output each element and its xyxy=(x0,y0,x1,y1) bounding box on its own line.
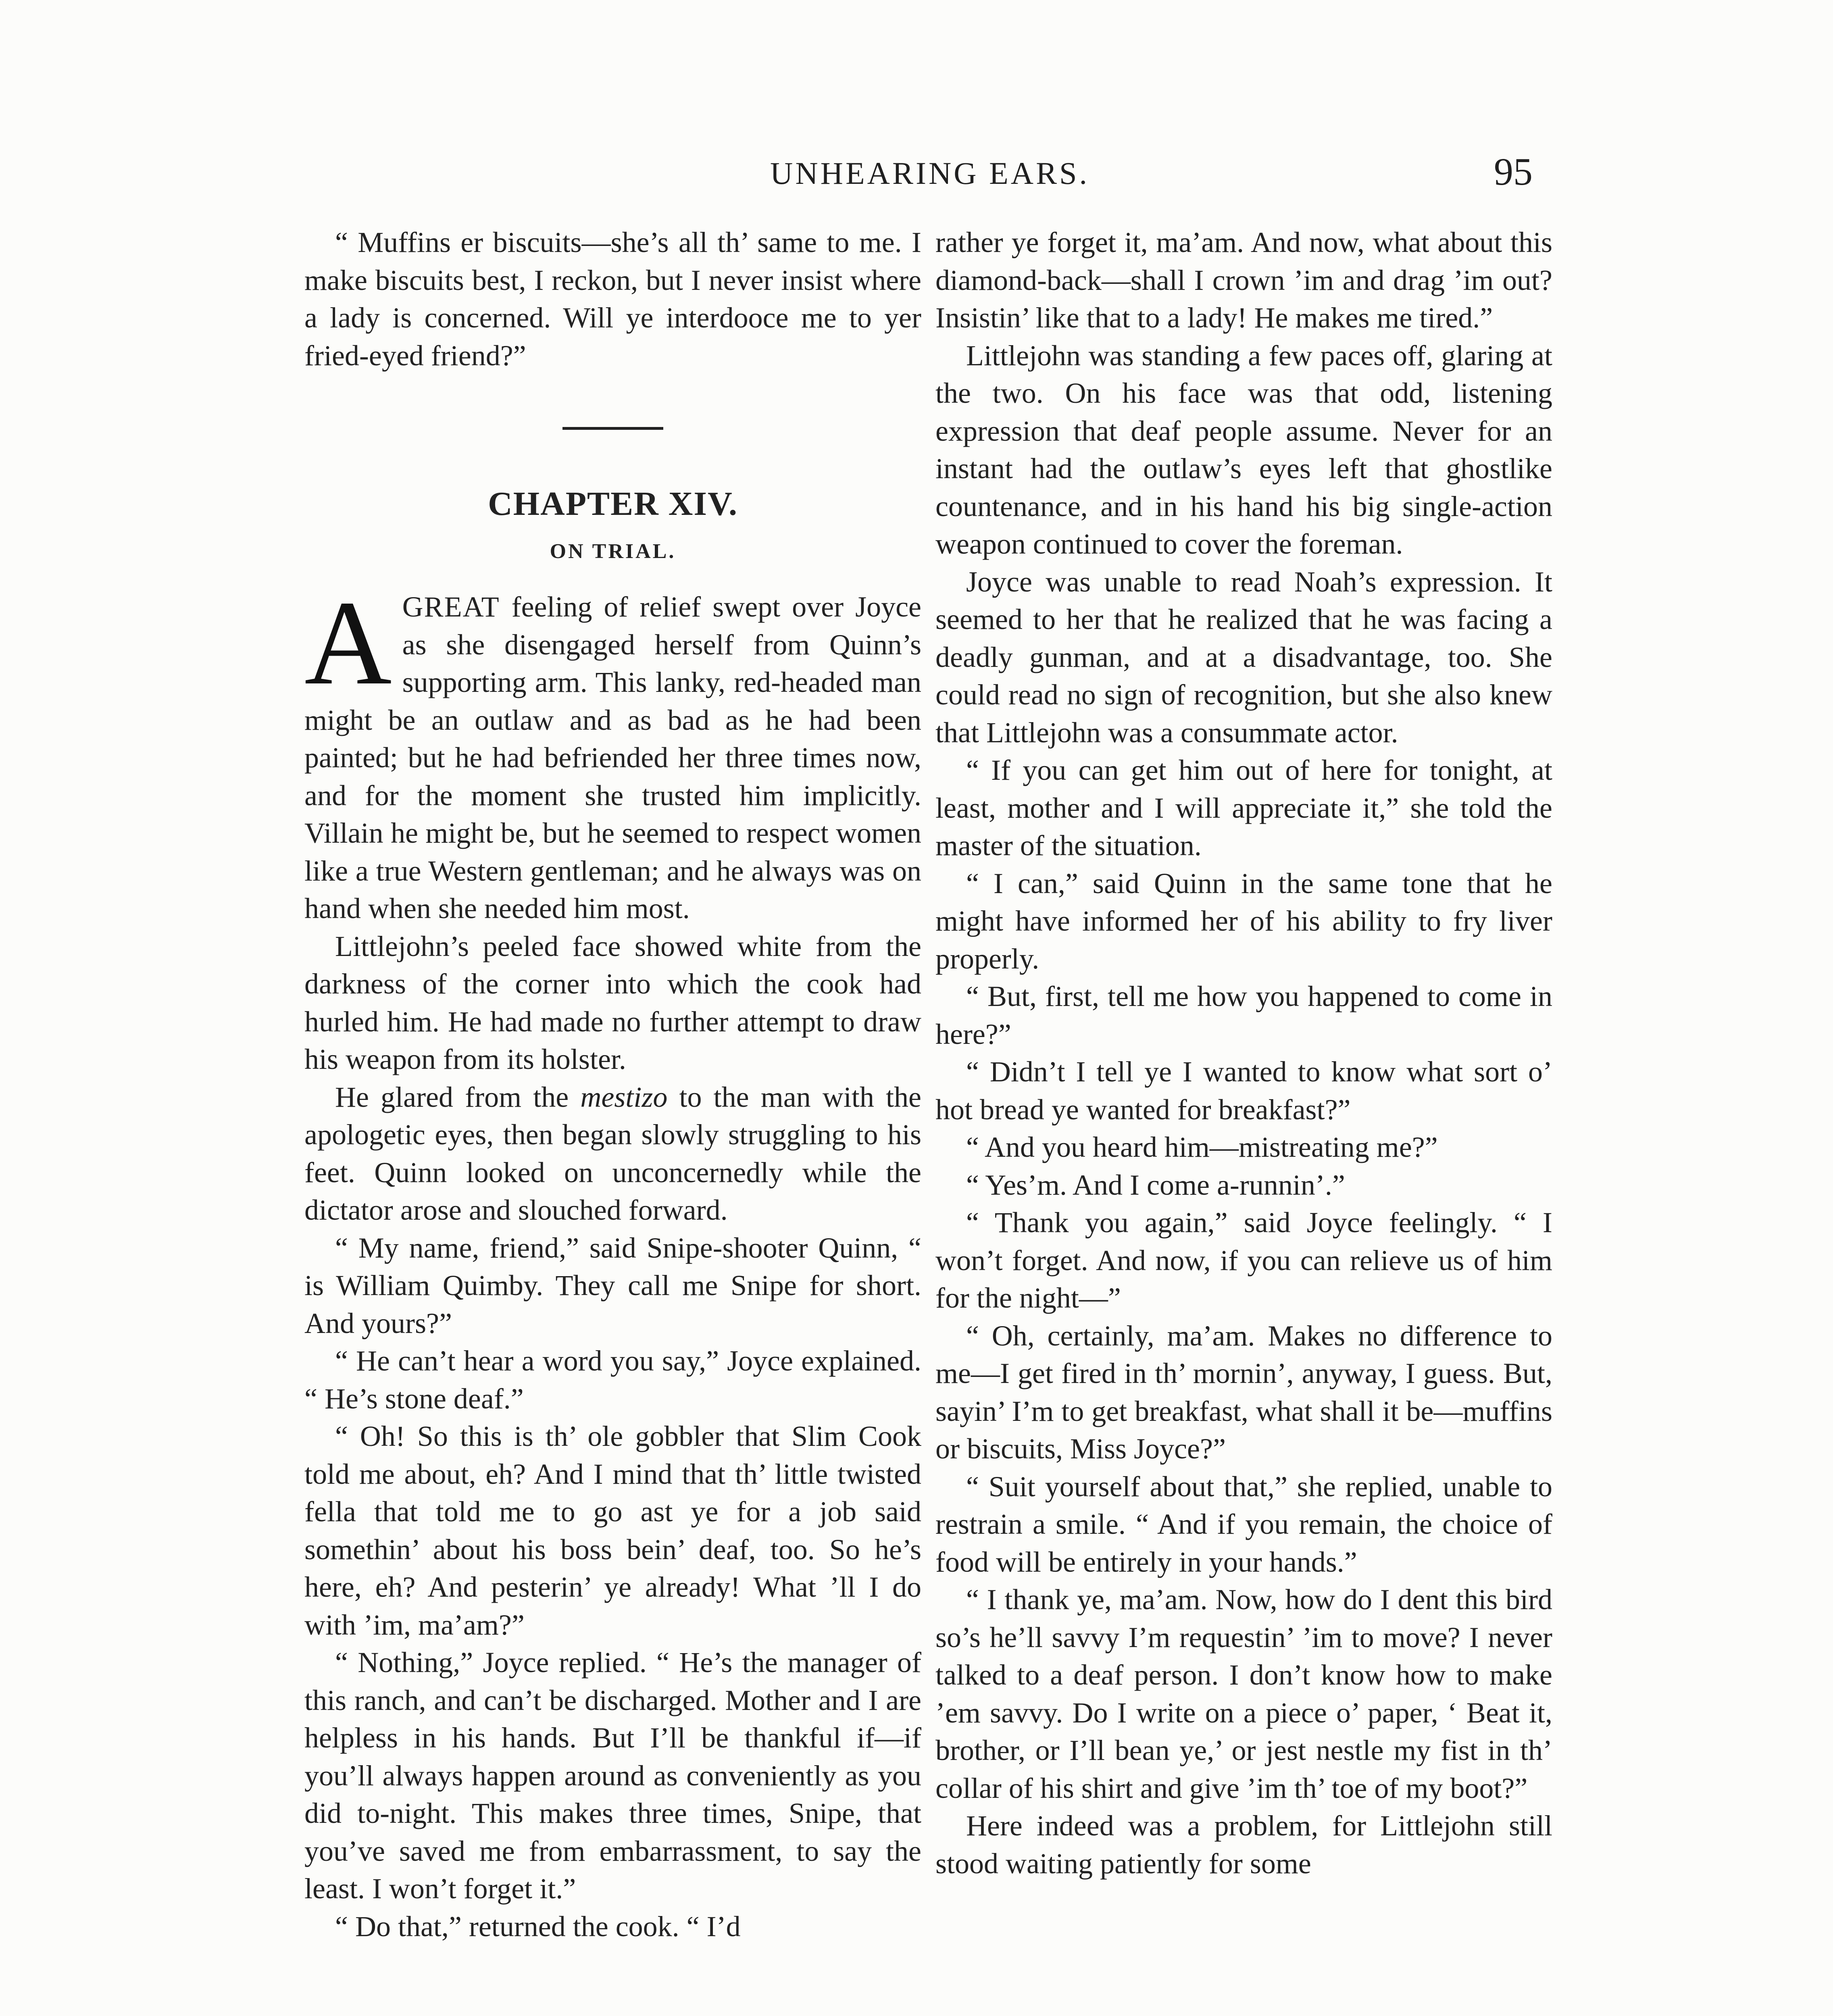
paragraph: Here indeed was a problem, for Littlejohn still stood waiting patiently for some xyxy=(935,1810,1552,1880)
paragraph: “ Thank you again,” said Joyce feelingly. “ I won’t forget. And now, if you can relieve us of him for the night—” xyxy=(935,1206,1552,1314)
paragraph xyxy=(304,1079,921,1229)
paragraph-text: feeling of relief swept over Joyce as she disengaged herself from Quinn’s supporting arm. This lanky, red-headed man might be an outlaw and as bad as he had been painted; but he had befriended her three times now, and for the moment she trusted him implicitly. Villain he might be, but he seemed to respect women like a true Western gentleman; and he always was on hand when she needed him most. xyxy=(304,591,921,925)
lead-word: GREAT xyxy=(402,591,500,623)
paragraph: “ I thank ye, ma’am. Now, how do I dent this bird so’s he’ll savvy I’m requestin’ ’im to move? I never talked to a deaf person. I don’t know how to make ’em savvy. Do I write on a piece o’ paper, ‘ Beat it, brother, or I’ll bean ye,’ or jest nestle my fist in th’ collar of his shirt and give ’im th’ toe of my boot?” xyxy=(935,1583,1552,1804)
chapter-subtitle: ON TRIAL. xyxy=(550,540,676,563)
paragraph: “ Didn’t I tell ye I wanted to know what sort o’ hot bread ye wanted for breakfast?” xyxy=(935,1056,1552,1126)
paragraph: “ Muffins er biscuits—she’s all th’ same to me. I make biscuits best, I reckon, but I never insist where a lady is concerned. Will ye interdooce me to yer fried-eyed friend?” xyxy=(304,226,921,372)
paragraph: “ I can,” said Quinn in the same tone that he might have informed her of his ability to fry liver properly. xyxy=(935,867,1552,975)
running-title: UNHEARING EARS. xyxy=(770,156,1089,191)
opening-paragraph xyxy=(304,576,921,928)
right-column xyxy=(935,224,1552,1883)
paragraph: “ My name, friend,” said Snipe-shooter Quinn, “ is William Quimby. They call me Snipe for short. And yours?” xyxy=(304,1231,921,1339)
drop-cap: A xyxy=(304,576,392,710)
chapter-title: CHAPTER XIV. xyxy=(488,485,738,523)
italic-word: mestizo xyxy=(580,1081,668,1113)
left-column xyxy=(304,224,921,1945)
paragraph: “ And you heard him—mistreating me?” xyxy=(966,1131,1438,1163)
paragraph: Littlejohn was standing a few paces off, glaring at the two. On his face was that odd, listening expression that deaf people assume. Never for an instant had the outlaw’s eyes left that ghostlike countenance, and in his hand his big single-action weapon continued to cover the foreman. xyxy=(935,339,1552,560)
paragraph: rather ye forget it, ma’am. And now, what about this diamond-back—shall I crown ’im and drag ’im out? Insistin’ like that to a lady! He makes me tired.” xyxy=(935,226,1552,334)
paragraph: “ But, first, tell me how you happened to come in here?” xyxy=(935,980,1552,1050)
paragraph-text: to the man with the apologetic eyes, then began slowly struggling to his feet. Quinn looked on unconcernedly while the dictator arose and slouched forward. xyxy=(304,1081,922,1226)
paragraph: “ Oh, certainly, ma’am. Makes no difference to me—I get fired in th’ mornin’, anyway, I guess. But, sayin’ I’m to get breakfast, what shall it be—muffins or biscuits, Miss Joyce?” xyxy=(935,1319,1552,1465)
section-divider xyxy=(562,427,663,430)
page-number: 95 xyxy=(1494,150,1533,193)
paragraph: “ Nothing,” Joyce replied. “ He’s the manager of this ranch, and can’t be discharged. Mother and I are helpless in his hands. But I’ll be thankful if—if you’ll always happen around as conveniently as you did to-night. This makes three times, Snipe, that you’ve saved me from embarrassment, to say the least. I won’t forget it.” xyxy=(304,1646,921,1905)
paragraph-text: He glared from the xyxy=(335,1081,581,1113)
paragraph: “ He can’t hear a word you say,” Joyce explained. “ He’s stone deaf.” xyxy=(304,1345,921,1415)
paragraph: “ Do that,” returned the cook. “ I’d xyxy=(335,1910,741,1943)
paragraph: “ Oh! So this is th’ ole gobbler that Slim Cook told me about, eh? And I mind that th’ little twisted fella that told me to go ast ye for a job said somethin’ about his boss bein’ deaf, too. So he’s here, eh? And pesterin’ ye already! What ’ll I do with ’im, ma’am?” xyxy=(304,1420,921,1641)
paragraph: “ Yes’m. And I come a-runnin’.” xyxy=(966,1168,1345,1201)
paragraph: Joyce was unable to read Noah’s expression. It seemed to her that he realized that he was facing a deadly gunman, and at a disadvantage, too. She could read no sign of recognition, but she also knew that Littlejohn was a consummate actor. xyxy=(935,565,1552,749)
paragraph: Littlejohn’s peeled face showed white from the darkness of the corner into which the cook had hurled him. He had made no further attempt to draw his weapon from its holster. xyxy=(304,930,921,1075)
paragraph: “ If you can get him out of here for tonight, at least, mother and I will appreciate it,” she told the master of the situation. xyxy=(935,754,1552,862)
paragraph: “ Suit yourself about that,” she replied, unable to restrain a smile. “ And if you remain, the choice of food will be entirely in your hands.” xyxy=(935,1470,1552,1578)
